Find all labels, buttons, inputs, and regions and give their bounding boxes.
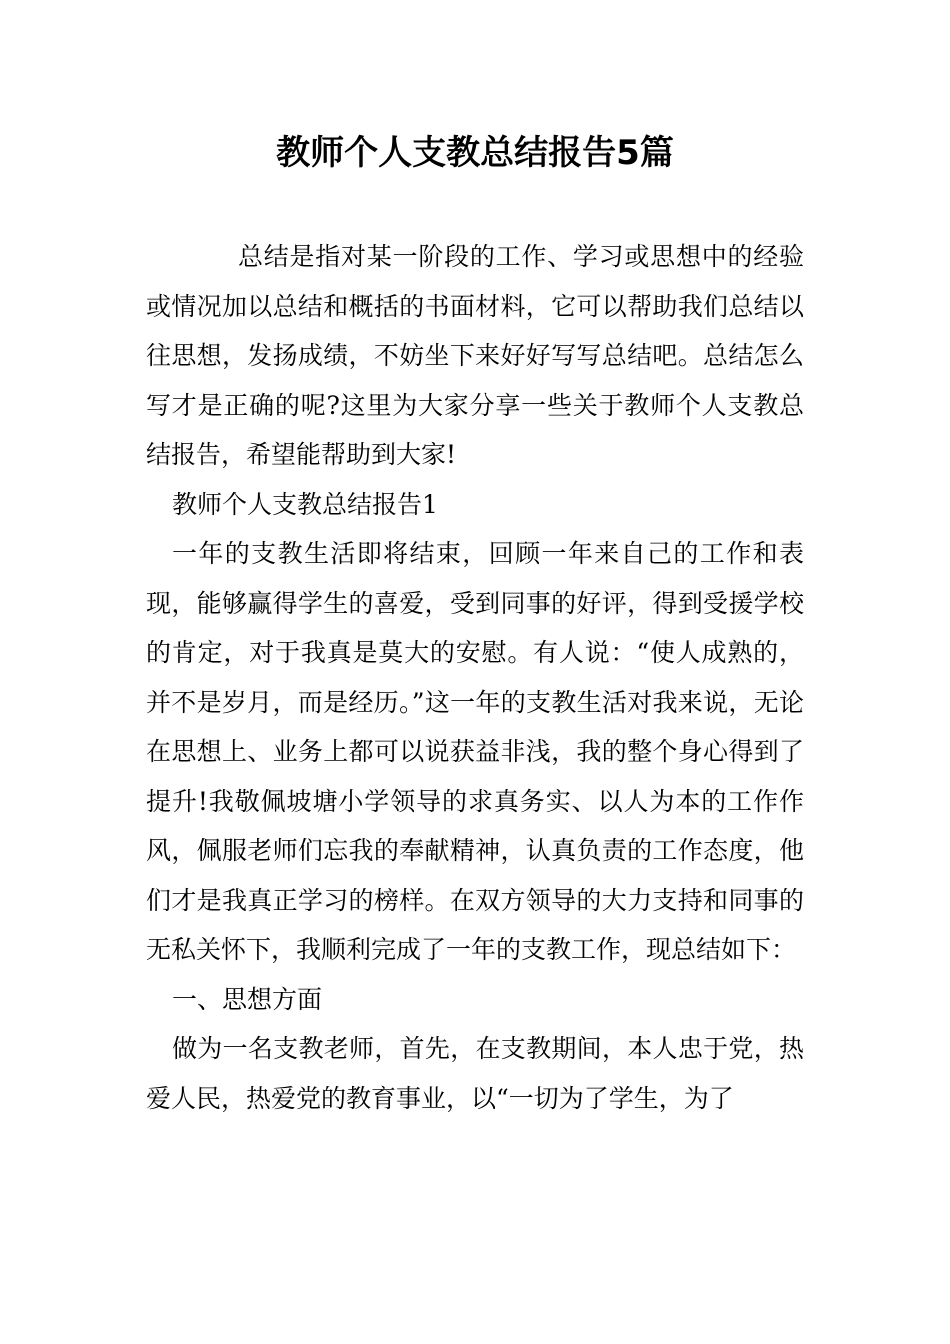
document-title: 教师个人支教总结报告5篇: [276, 133, 674, 173]
body-paragraph: 一年的支教生活即将结束，回顾一年来自己的工作和表现，能够赢得学生的喜爱，受到同事的好评，得到受援学校的肯定，对于我真是莫大的安慰。有人说：“使人成熟的，并不是岁月，而是经历。”这一年的支教生活对我来说，无论在思想上、业务上都可以说获益非浅，我的整个身心得到了提升!我敬佩坡塘小学领导的求真务实、以人为本的工作作风，佩服老师们忘我的奉献精神，认真负责的工作态度，他们才是我真正学习的榜样。在双方领导的大力支持和同事的无私关怀下，我顺利完成了一年的支教工作，现总结如下：: [146, 539, 804, 964]
section-heading-report-1: 教师个人支教总结报告1: [172, 489, 438, 519]
body-paragraph-truncated: 做为一名支教老师，首先，在支教期间，本人忠于党，热爱人民，热爱党的教育事业，以“一切为了学生，为了: [146, 1034, 804, 1113]
section-heading-thought: 一、思想方面: [172, 984, 323, 1014]
document-body: [146, 232, 804, 1123]
intro-paragraph: 总结是指对某一阶段的工作、学习或思想中的经验或情况加以总结和概括的书面材料，它可以帮助我们总结以往思想，发扬成绩，不妨坐下来好好写写总结吧。总结怎么写才是正确的呢?这里为大家分享一些关于教师个人支教总结报告，希望能帮助到大家!: [146, 242, 804, 469]
